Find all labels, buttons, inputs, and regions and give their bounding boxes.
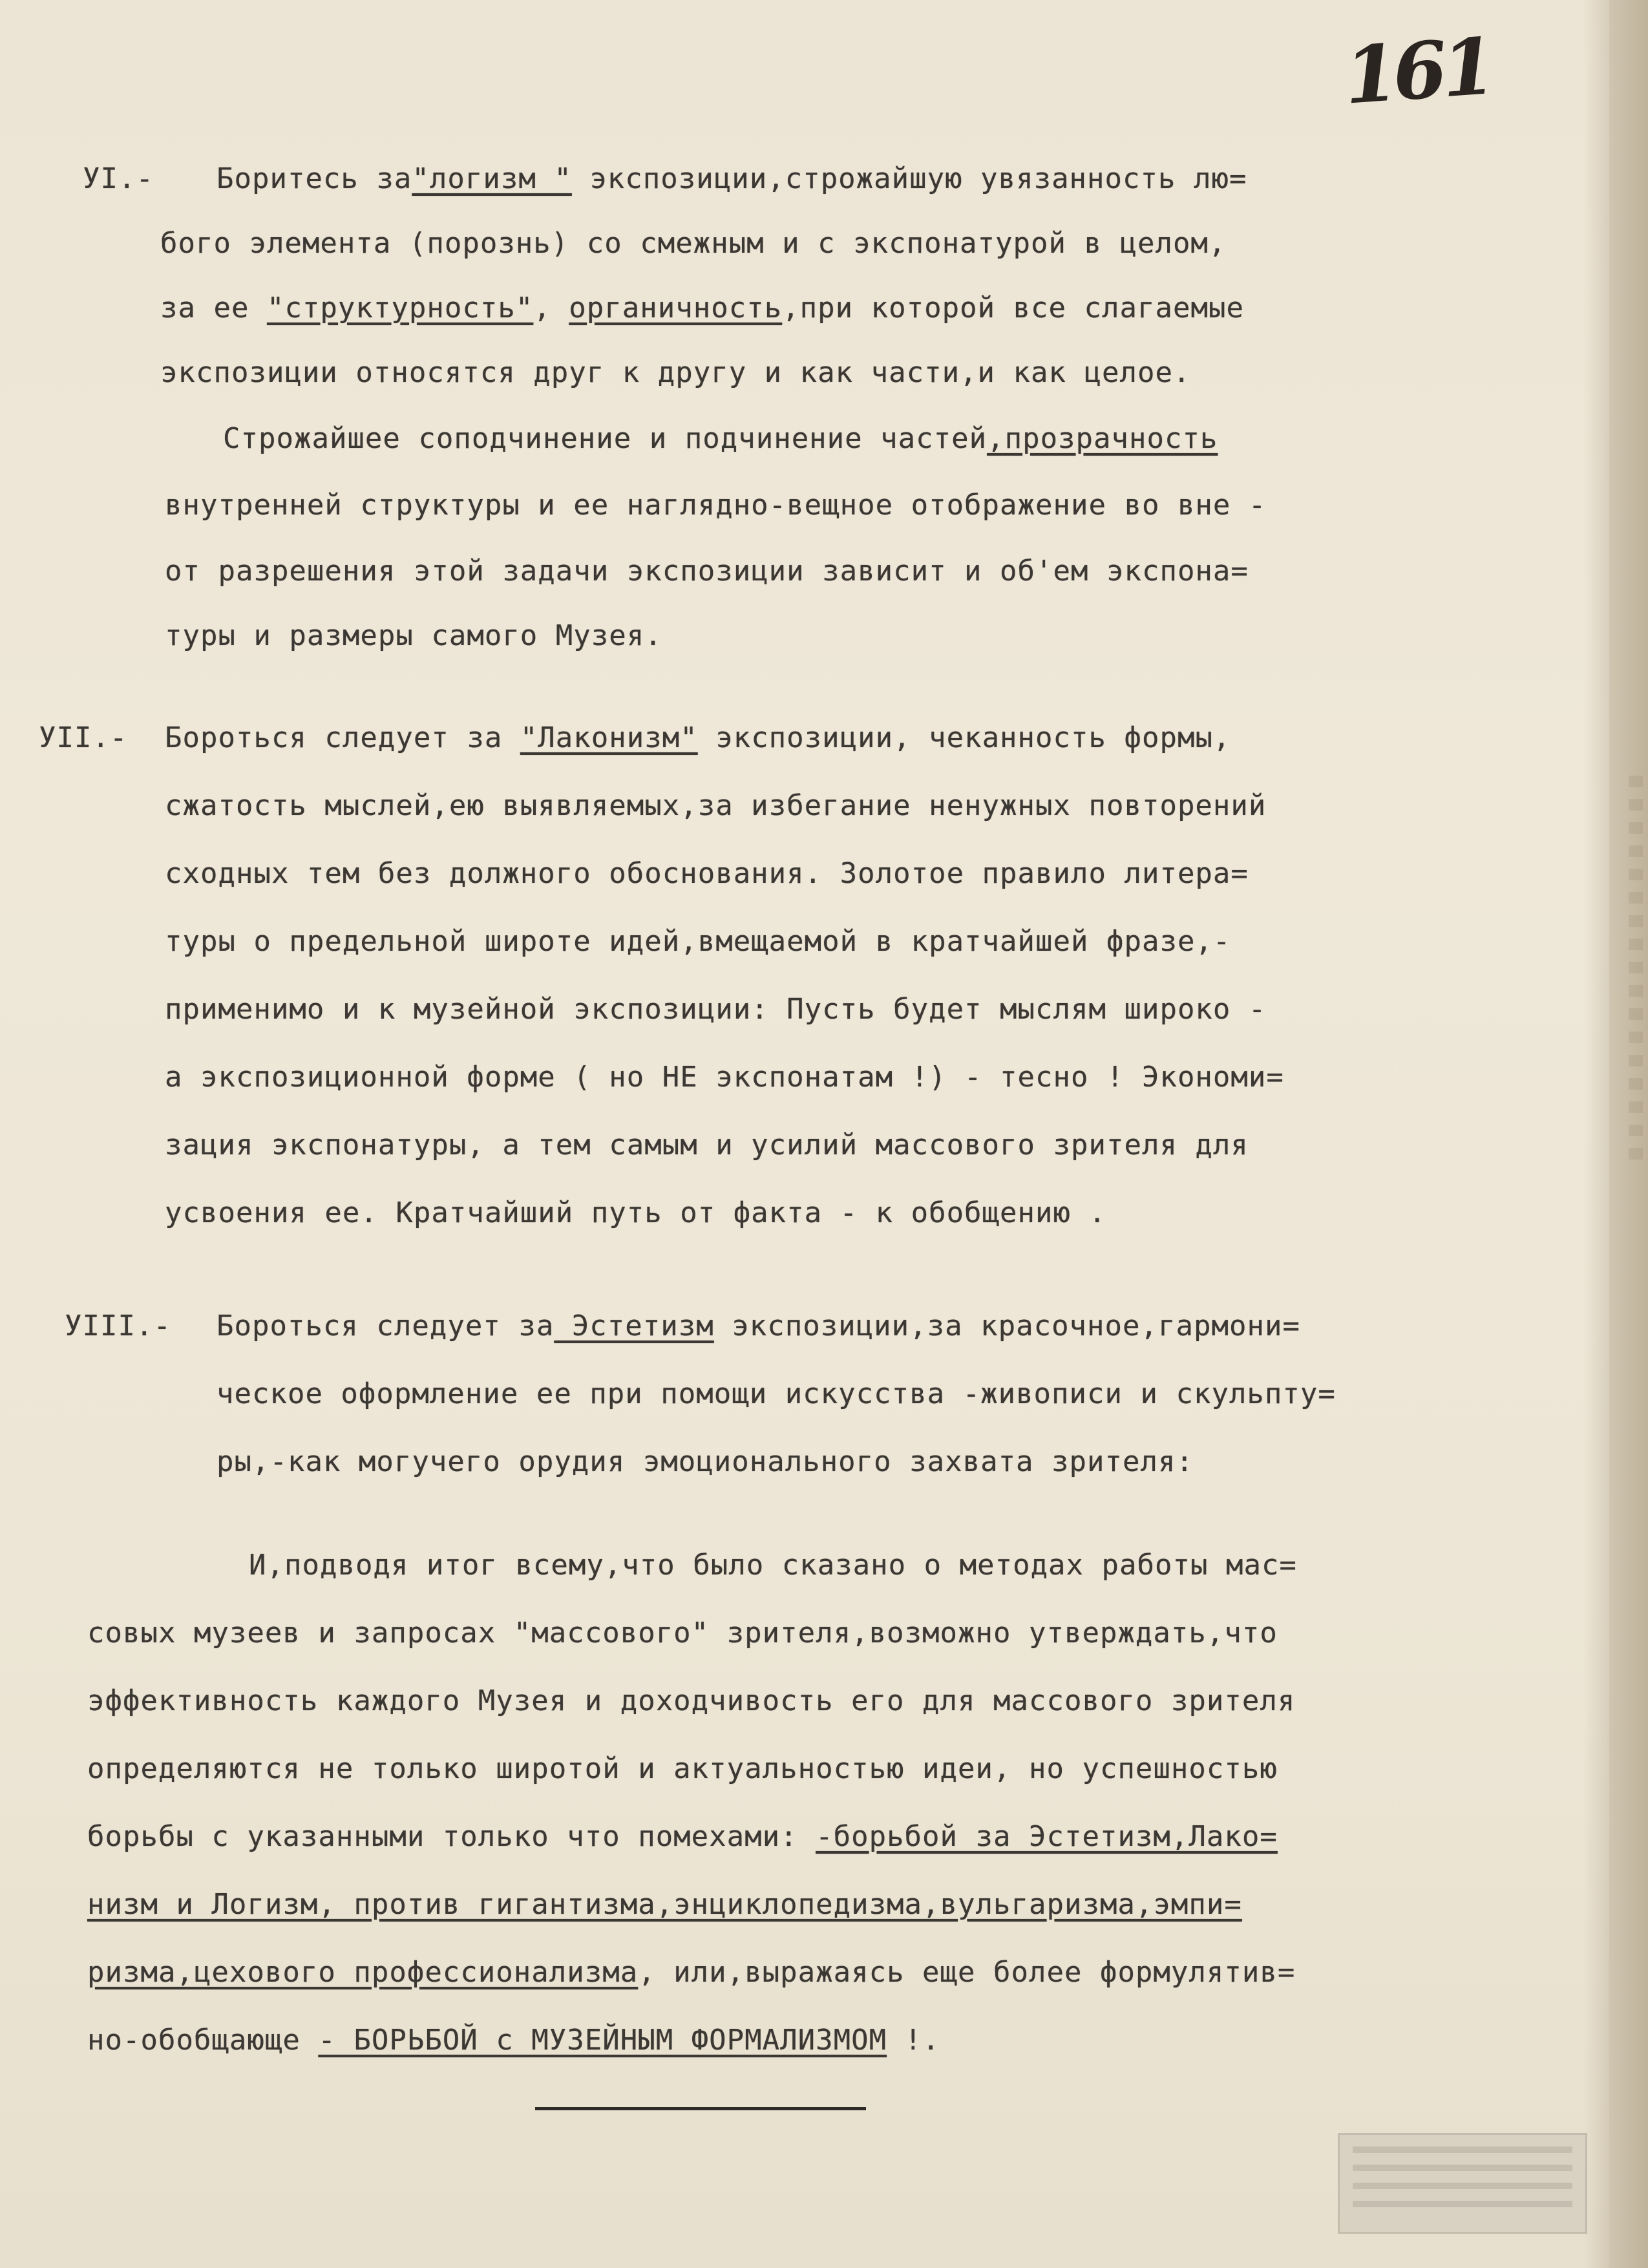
text-span: !.: [887, 2024, 940, 2057]
text-span: но-обобщающе: [87, 2024, 319, 2057]
text-line: совых музеев и запросах "массового" зрителя,возможно утверждать,что: [87, 1616, 1278, 1649]
underlined-term: "структурность": [266, 291, 534, 324]
text-span: Бороться следует за: [217, 1309, 555, 1342]
text-span: ,при которой все слагаемые: [782, 291, 1244, 324]
underlined-term: Эстетизм: [554, 1309, 714, 1342]
text-line: [160, 291, 1244, 324]
text-line: бого элемента (порознь) со смежным и с экспонатурой в целом,: [160, 227, 1227, 260]
text-line: применимо и к музейной экспозиции: Пусть будет мыслям широко -: [165, 993, 1267, 1026]
text-span: Бороться следует за: [165, 721, 520, 754]
text-span: за ее: [160, 291, 267, 324]
binding-marks: [1629, 776, 1643, 1163]
stamp-line: [1353, 2201, 1572, 2207]
text-line: [87, 1888, 1242, 1921]
underlined-term: ,прозрачность: [987, 422, 1218, 455]
text-span: экспозиции,за красочное,гармони=: [713, 1309, 1300, 1342]
underlined-term: -борьбой за Эстетизм,Лако=: [816, 1820, 1278, 1853]
text-span: борьбы с указанными только что помехами:: [87, 1820, 816, 1853]
text-line: [87, 1958, 1295, 1987]
page-number: 161: [1341, 21, 1494, 122]
section-number: УII.-: [39, 721, 128, 754]
text-line: туры и размеры самого Музея.: [165, 619, 662, 652]
text-line: зация экспонатуры, а тем самым и усилий массового зрителя для: [165, 1129, 1249, 1161]
section-number: УI.-: [83, 162, 154, 195]
text-line: экспозиции относятся друг к другу и как части,и как целое.: [160, 356, 1191, 389]
underlined-term: "Лаконизм": [520, 721, 698, 754]
closing-rule: [535, 2107, 866, 2110]
text-line: [223, 422, 1218, 455]
text-line: [87, 1820, 1278, 1853]
text-line: туры о предельной широте идей,вмещаемой в кратчайшей фразе,-: [165, 925, 1231, 958]
text-line: внутренней структуры и ее наглядно-вещное отображение во вне -: [165, 489, 1267, 522]
stamp-line: [1353, 2165, 1572, 2171]
archive-stamp: [1338, 2133, 1587, 2234]
underlined-term: органичность: [569, 291, 783, 324]
text-line: а экспозиционной форме ( но НЕ экспонатам !) - тесно ! Экономи=: [165, 1061, 1284, 1094]
text-span: экспозиции,строжайшую увязанность лю=: [571, 162, 1247, 195]
text-line: эффективность каждого Музея и доходчивость его для массового зрителя: [87, 1684, 1296, 1717]
stamp-line: [1353, 2146, 1572, 2153]
sheet-edge: [1609, 0, 1648, 2268]
section-number: УIII.-: [65, 1309, 171, 1342]
text-span: Боритесь за: [217, 162, 412, 195]
underlined-term: низм и Логизм, против гигантизма,энциклопедизма,вульгаризма,эмпи=: [87, 1888, 1242, 1921]
text-line: [217, 1309, 1300, 1342]
underlined-term: - БОРЬБОЙ с МУЗЕЙНЫМ ФОРМАЛИЗМОМ: [318, 2024, 887, 2057]
text-line: ческое оформление ее при помощи искусства -живописи и скульпту=: [217, 1377, 1336, 1410]
text-line: [165, 721, 1231, 754]
text-line: определяются не только широтой и актуальностью идеи, но успешностью: [87, 1752, 1278, 1785]
text-line: И,подводя итог всему,что было сказано о методах работы мас=: [249, 1549, 1297, 1582]
underlined-term: "логизм ": [412, 162, 572, 195]
stamp-line: [1353, 2183, 1572, 2189]
text-line: усвоения ее. Кратчайший путь от факта - к обобщению .: [165, 1196, 1106, 1229]
text-line: сходных тем без должного обоснования. Золотое правило литера=: [165, 857, 1249, 890]
text-line: от разрешения этой задачи экспозиции зависит и об'ем экспона=: [165, 555, 1249, 588]
text-span: , или,выражаясь еще более формулятив=: [638, 1956, 1296, 1989]
underlined-term: ризма,цехового профессионализма: [87, 1956, 639, 1989]
text-line: [87, 2026, 940, 2055]
text-span: экспозиции, чеканность формы,: [697, 721, 1231, 754]
text-line: ры,-как могучего орудия эмоционального захвата зрителя:: [217, 1445, 1194, 1478]
text-line: сжатость мыслей,ею выявляемых,за избегание ненужных повторений: [165, 789, 1267, 822]
text-span: ,: [533, 291, 569, 324]
text-line: [217, 162, 1247, 195]
text-span: Строжайшее соподчинение и подчинение частей: [223, 422, 988, 455]
